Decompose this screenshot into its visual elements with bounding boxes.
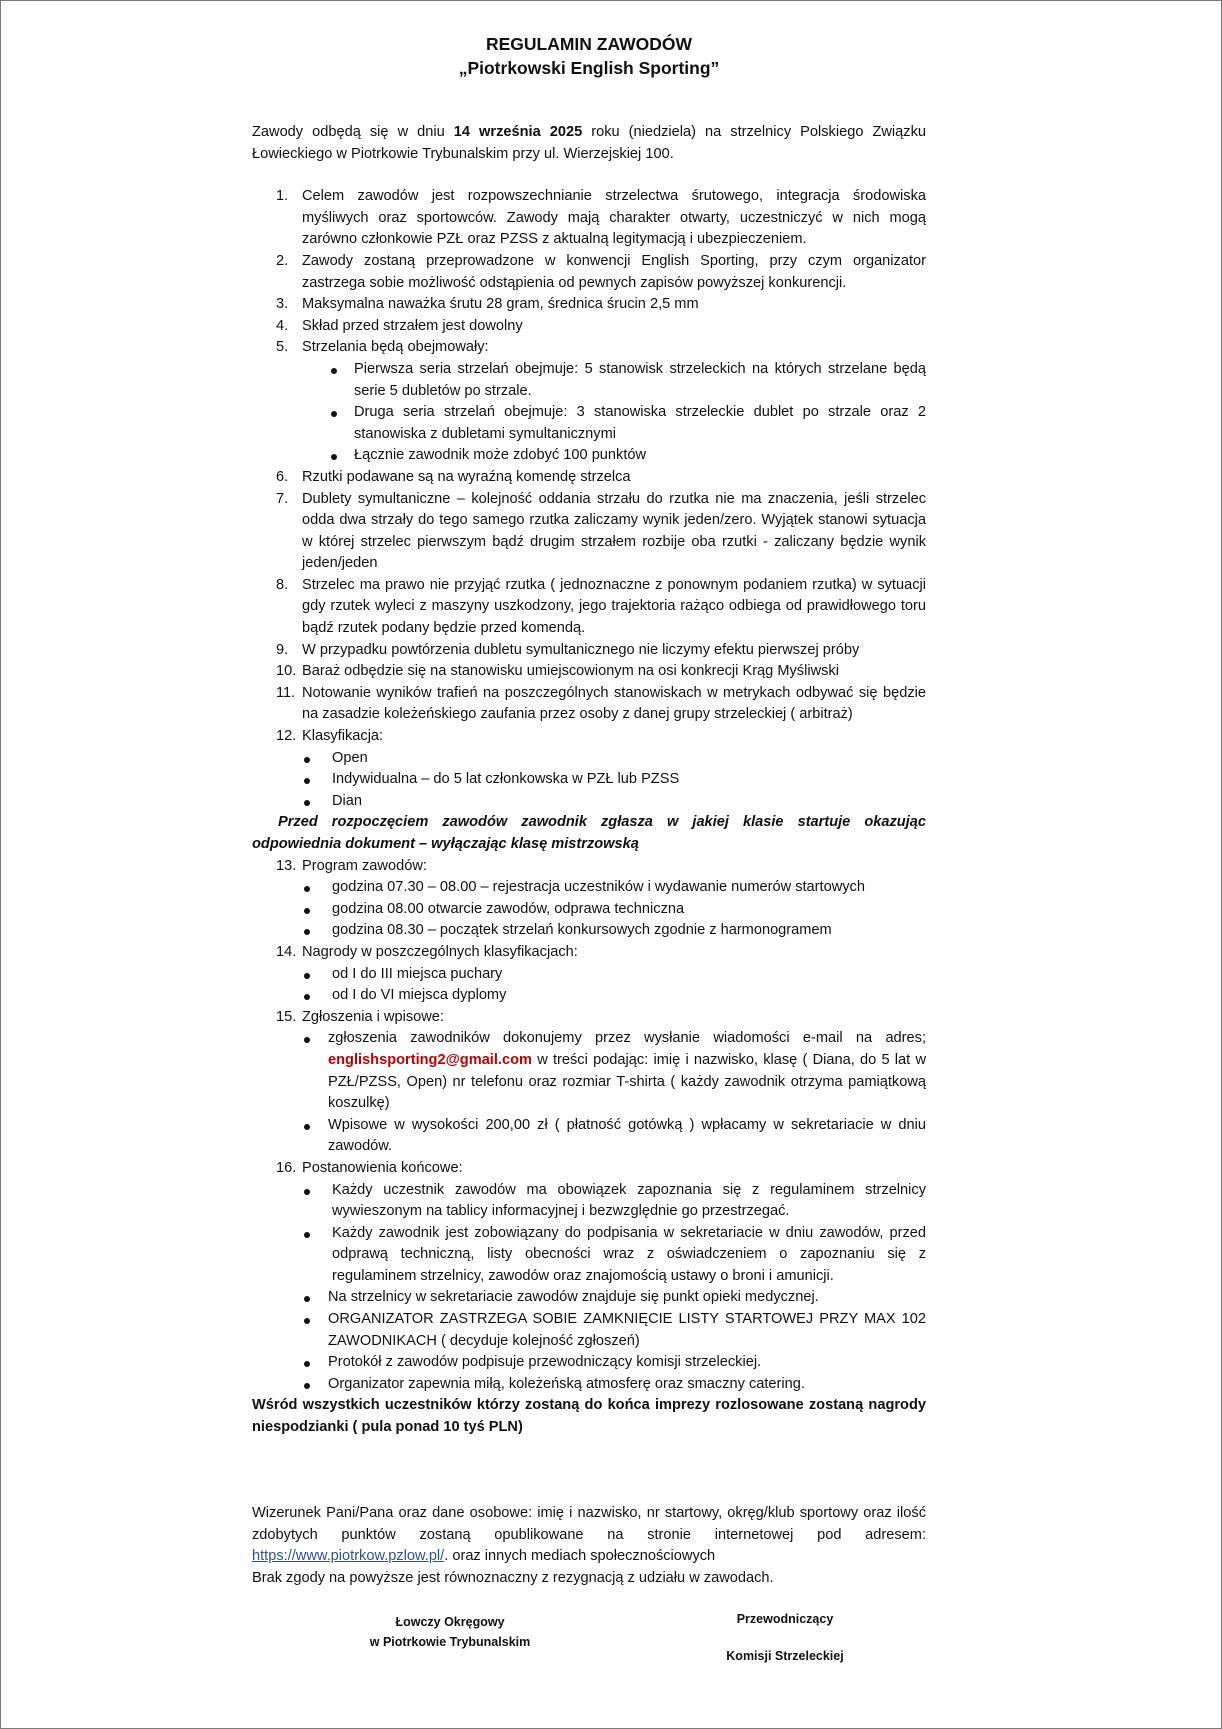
intro-text-1: Zawody odbędą się w dniu — [252, 124, 454, 140]
bullet-dot — [331, 368, 337, 374]
signature-left-title: Łowczy Okręgowy — [395, 1615, 505, 1629]
bullet-dot — [304, 908, 310, 914]
bullet-dot — [304, 778, 310, 784]
bullet-text: Każdy zawodnik jest zobowiązany do podpisania w sekretariacie w dniu zawodów, przed odprawą techniczną, listy obecności wraz z oświadczeniem o zapoznaniu się z regulaminem strzelnicy, zawodów oraz znajomością ustawy o broni i amunicji. — [332, 1224, 926, 1284]
rule-13 — [252, 856, 926, 878]
rule-3 — [252, 294, 926, 316]
bullet-dot — [304, 1361, 310, 1367]
rule-12-bullets — [252, 748, 926, 813]
intro-paragraph — [252, 122, 926, 165]
rule-number: 12. — [276, 728, 297, 745]
privacy-text-end: . oraz innych mediach społecznościowych — [444, 1548, 716, 1565]
rule-13-bullets — [252, 877, 926, 942]
privacy-text: Wizerunek Pani/Pana oraz dane osobowe: imię i nazwisko, nr startowy, okręg/klub sportowy oraz ilość zdobytych punktów zostaną opublikowane na stronie internetowej pod adresem: — [252, 1505, 926, 1543]
bullet-text: Druga seria strzelań obejmuje: 3 stanowiska strzeleckie dublet po strzale oraz 2 stanowiska z dubletami symultanicznymi — [354, 404, 926, 442]
rule-4 — [252, 316, 926, 338]
list-item — [252, 1115, 926, 1158]
bullet-dot — [331, 411, 337, 417]
list-item — [252, 1180, 926, 1223]
rule-number: 9. — [276, 641, 289, 658]
rule-number: 11. — [276, 684, 296, 701]
rule-number: 2. — [276, 252, 289, 269]
rule-text: Program zawodów: — [302, 857, 427, 874]
rule-10 — [252, 661, 926, 683]
bullet-text: od I do III miejsca puchary — [332, 965, 503, 982]
rule-number: 13. — [276, 857, 297, 874]
regulations-body — [252, 122, 926, 1439]
list-item — [252, 1352, 926, 1374]
title-line-2: „Piotrkowski English Sporting” — [458, 58, 720, 78]
rule-number: 8. — [276, 576, 289, 593]
bullet-dot — [331, 454, 337, 460]
rules-list-continued-2 — [252, 856, 926, 878]
rule-11 — [252, 683, 926, 726]
rule-text: Celem zawodów jest rozpowszechnianie strzelectwa śrutowego, integracja środowiska myśliwych oraz sportowców. Zawody mają charakter otwarty, uczestniczyć w nich mogą zarówno członkowie PZŁ oraz PZSS z aktualną legitymacją i ubezpieczeniem. — [302, 188, 926, 248]
rule-text: Strzelec ma prawo nie przyjąć rzutka ( jednoznaczne z ponownym podaniem rzutka) w sytuacji gdy rzutek wyleci z maszyny uszkodzony, jego trajektoria rażąco odbiega od prawidłowego toru bądź rzutek podany będzie przed komendą. — [302, 576, 926, 637]
rule-text: Skład przed strzałem jest dowolny — [302, 317, 523, 334]
registration-details: w treści podając: imię i nazwisko, klasę ( Diana, do 5 lat w PZŁ/PZSS, Open) nr telefonu oraz rozmiar T-shirta ( każdy zawodnik otrzyma pamiątkową koszulkę) — [328, 1051, 926, 1112]
rule-number: 4. — [276, 317, 289, 334]
title-line-1: REGULAMIN ZAWODÓW — [485, 34, 693, 54]
rule-15-bullets — [252, 1028, 926, 1158]
list-item — [252, 359, 926, 402]
rules-list-continued-5 — [252, 1158, 926, 1180]
rule-number: 15. — [276, 1008, 297, 1025]
rules-list-continued-3 — [252, 942, 926, 964]
rule-1 — [252, 186, 926, 251]
bullet-text: Na strzelnicy w sekretariacie zawodów znajduje się punkt opieki medycznej. — [328, 1289, 819, 1306]
rule-text: W przypadku powtórzenia dubletu symultanicznego nie liczymy efektu pierwszej próby — [302, 641, 860, 658]
rule-text: Baraż odbędzie się na stanowisku umiejscowionym na osi konkrecji Krąg Myśliwski — [302, 663, 839, 680]
document-title — [0, 32, 1178, 80]
rule-text: Strzelania będą obejmowały: — [302, 339, 489, 356]
list-item — [252, 1223, 926, 1288]
rule-2 — [252, 251, 926, 294]
rule-16 — [252, 1158, 926, 1180]
bullet-dot — [304, 1383, 310, 1389]
rule-number: 14. — [276, 943, 297, 960]
rule-8 — [252, 575, 926, 640]
signature-right-subtitle: Komisji Strzeleckiej — [726, 1649, 844, 1663]
list-item — [252, 1374, 926, 1396]
bullet-text: Pierwsza seria strzelań obejmuje: 5 stanowisk strzeleckich na których strzelane będą serie 5 dubletów po strzale. — [354, 360, 926, 399]
bullet-dot — [304, 1232, 310, 1238]
rules-list-continued-4 — [252, 1007, 926, 1029]
bullet-text: Protokół z zawodów podpisuje przewodniczący komisji strzeleckiej. — [328, 1354, 762, 1371]
bullet-dot — [304, 1318, 310, 1324]
bullet-text: godzina 07.30 – 08.00 – rejestracja uczestników i wydawanie numerów startowych — [332, 879, 865, 896]
rule-number: 6. — [276, 468, 289, 485]
rule-9 — [252, 640, 926, 662]
bullet-dot — [304, 929, 310, 935]
list-item — [252, 877, 926, 899]
entry-fee-text: Wpisowe w wysokości 200,00 zł ( płatność gotówką ) wpłacamy w sekretariacie w dniu zawodów. — [328, 1116, 926, 1155]
bullet-dot — [304, 1189, 310, 1195]
rule-7 — [252, 489, 926, 575]
rules-list — [252, 186, 926, 359]
rule-number: 10. — [276, 663, 297, 680]
bullet-text: Dian — [332, 792, 363, 809]
rule-14-bullets — [252, 964, 926, 1007]
list-item — [252, 748, 926, 770]
event-date: 14 września 2025 — [453, 124, 583, 140]
list-item — [252, 899, 926, 921]
rule-number: 5. — [276, 339, 289, 356]
bullet-dot — [304, 757, 310, 763]
contact-email-link[interactable]: englishsporting2@gmail.com — [328, 1051, 532, 1068]
rule-5-bullets — [252, 359, 926, 467]
rule-number: 16. — [276, 1159, 297, 1176]
bullet-text: ORGANIZATOR ZASTRZEGA SOBIE ZAMKNIĘCIE LISTY STARTOWEJ PRZY MAX 102 ZAWODNIKACH ( decyduje kolejność zgłoszeń) — [328, 1311, 926, 1349]
consent-paragraph: Brak zgody na powyższe jest równoznaczny z rezygnacją z udziału w zawodach. — [252, 1569, 774, 1586]
list-item — [252, 445, 926, 467]
rule-6 — [252, 467, 926, 489]
rule-text: Rzutki podawane są na wyraźną komendę strzelca — [302, 468, 631, 485]
rule-number: 7. — [276, 490, 289, 507]
bullet-text: Open — [332, 749, 368, 766]
signature-left — [360, 1612, 540, 1652]
rules-list-continued — [252, 467, 926, 748]
bullet-text: godzina 08.00 otwarcie zawodów, odprawa techniczna — [332, 900, 685, 917]
list-item — [252, 1028, 926, 1114]
bullet-text: od I do VI miejsca dyplomy — [332, 987, 507, 1004]
bullet-text: Łącznie zawodnik może zdobyć 100 punktów — [354, 447, 647, 464]
bullet-text: Organizator zapewnia miłą, koleżeńską atmosferę oraz smaczny catering. — [328, 1375, 805, 1392]
privacy-paragraph — [252, 1503, 926, 1568]
rule-15 — [252, 1007, 926, 1029]
signature-right-title: Przewodniczący — [736, 1612, 834, 1626]
rule-text: Dublety symultaniczne – kolejność oddania strzału do rzutka nie ma znaczenia, jeśli strzelec odda dwa strzały do tego samego rzutka zaliczamy wynik jeden/zero. Wyjątek stanowi sytuacja w której strzelec pierwszym bądź drugim strzałem rozbije oba rzutki - zaliczany będzie wynik jeden/jeden — [302, 490, 926, 572]
registration-text: zgłoszenia zawodników dokonujemy przez wysłanie wiadomości e-mail na adres; — [328, 1030, 926, 1047]
rule-5 — [252, 337, 926, 359]
bullet-text: godzina 08.30 – początek strzelań konkursowych zgodnie z harmonogramem — [332, 922, 832, 939]
privacy-notice — [252, 1503, 926, 1589]
intro-text-2: roku (niedziela) na strzelnicy Polskiego Związku Łowieckiego w Piotrkowie Trybunalskim przy ul. Wierzejskiej 100. — [252, 124, 926, 162]
rule-14 — [252, 942, 926, 964]
list-item — [252, 1309, 926, 1352]
list-item — [252, 920, 926, 942]
rule-text: Notowanie wyników trafień na poszczególnych stanowiskach w metrykach odbywać się będzie na zasadzie koleżeńskiego zaufania przez osoby z danej grupy strzeleckiej ( arbitraż) — [302, 684, 926, 723]
list-item — [252, 402, 926, 445]
rule-text: Postanowienia końcowe: — [302, 1159, 463, 1176]
website-link[interactable]: https://www.piotrkow.pzlow.pl/ — [252, 1548, 445, 1565]
rule-text: Maksymalna naważka śrutu 28 gram, średnica śrucin 2,5 mm — [302, 296, 699, 313]
list-item — [252, 1287, 926, 1309]
list-item — [252, 791, 926, 813]
rule-number: 1. — [276, 188, 289, 205]
list-item — [252, 985, 926, 1007]
rule-text: Zawody zostaną przeprowadzone w konwencji English Sporting, przy czym organizator zastrzega sobie możliwość odstąpienia od pewnych zapisów powyższej konkurencji. — [302, 252, 926, 291]
class-declaration-note: Przed rozpoczęciem zawodów zawodnik zgłasza w jakiej klasie startuje okazując odpowiednia dokument – wyłączając klasę mistrzowską — [252, 814, 926, 852]
rule-text: Nagrody w poszczególnych klasyfikacjach: — [302, 943, 578, 960]
rule-text: Klasyfikacja: — [302, 728, 384, 745]
bullet-dot — [304, 1124, 310, 1130]
bullet-dot — [304, 994, 310, 1000]
list-item — [252, 964, 926, 986]
bullet-dot — [304, 1296, 310, 1302]
list-item — [252, 769, 926, 791]
rule-number: 3. — [276, 296, 289, 313]
signature-left-subtitle: w Piotrkowie Trybunalskim — [369, 1635, 531, 1649]
rule-12 — [252, 726, 926, 748]
bullet-text: Indywidualna – do 5 lat członkowska w PZŁ lub PZSS — [332, 771, 680, 788]
prize-draw-note: Wśród wszystkich uczestników którzy zostaną do końca imprezy rozlosowane zostaną nagrody niespodzianki ( pula ponad 10 tyś PLN) — [252, 1397, 926, 1436]
bullet-dot — [304, 1037, 310, 1043]
bullet-dot — [304, 973, 310, 979]
rule-text: Zgłoszenia i wpisowe: — [302, 1008, 444, 1025]
bullet-dot — [304, 800, 310, 806]
bullet-dot — [304, 886, 310, 892]
rule-16-bullets — [252, 1180, 926, 1396]
bullet-text: Każdy uczestnik zawodów ma obowiązek zapoznania się z regulaminem strzelnicy wywieszonym na tablicy informacyjnej i bezwzględnie go przestrzegać. — [332, 1181, 926, 1220]
